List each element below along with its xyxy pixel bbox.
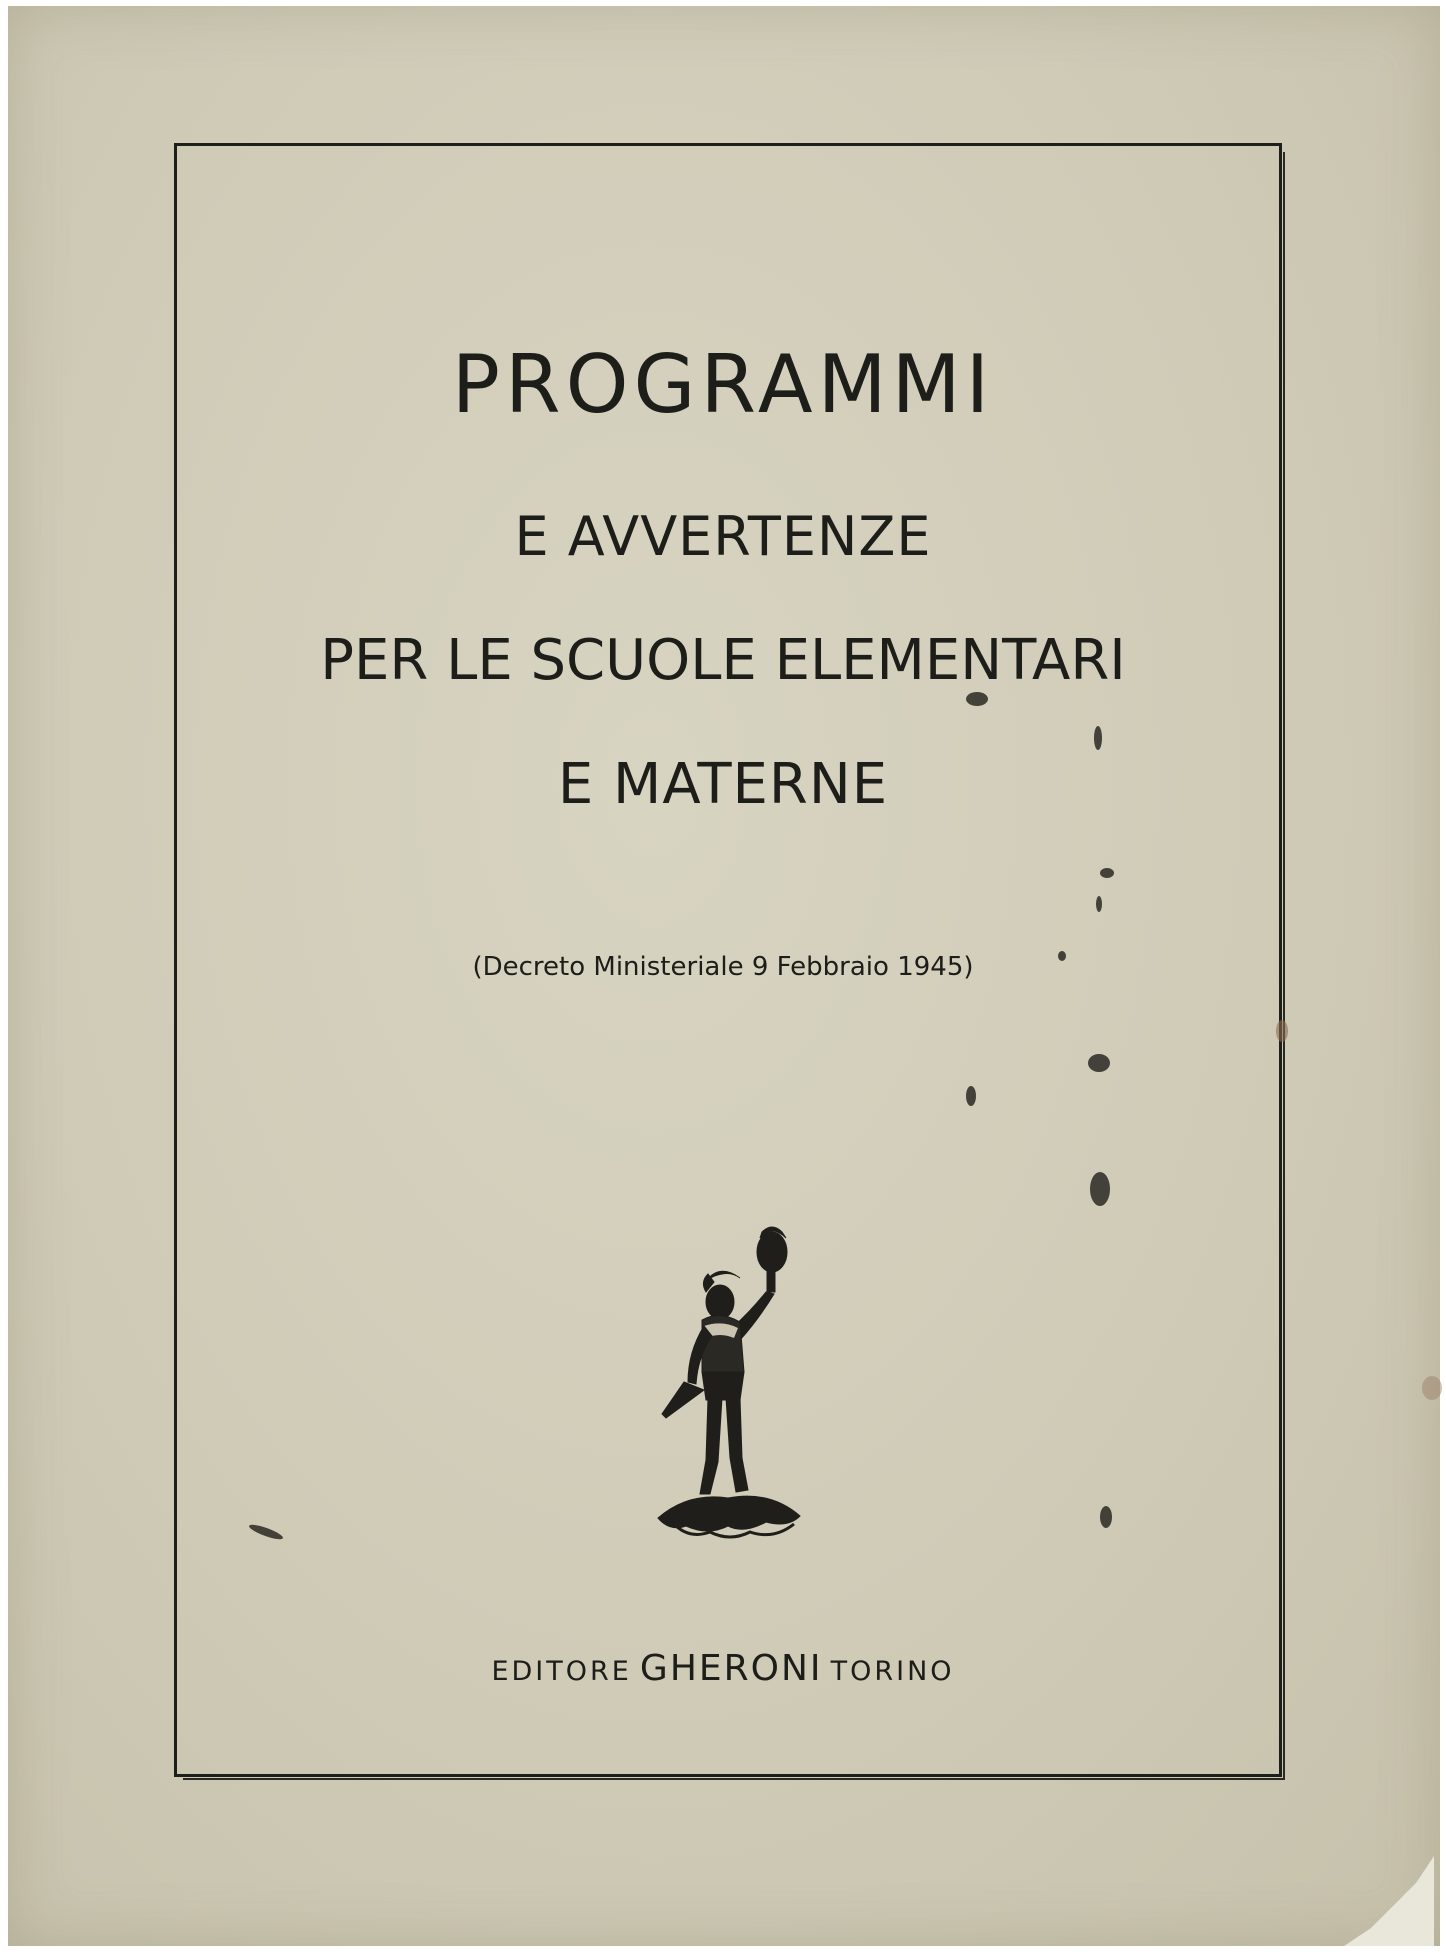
publisher-line	[0, 1648, 1446, 1689]
ink-stain	[966, 1086, 976, 1106]
wear-mark	[1422, 1376, 1442, 1400]
ink-stain	[1100, 1506, 1112, 1528]
subtitle-line-2: PER LE SCUOLE ELEMENTARI	[320, 628, 1126, 693]
ink-stain	[1090, 1172, 1110, 1206]
ink-stain	[1100, 868, 1114, 878]
page-title: PROGRAMMI	[451, 338, 995, 431]
decree-reference: (Decreto Ministeriale 9 Febbraio 1945)	[472, 952, 974, 982]
wear-mark	[1276, 1020, 1288, 1042]
subtitle-line-1: E AVVERTENZE	[514, 505, 932, 568]
publisher-name: GHERONI	[639, 1648, 823, 1689]
ink-stain	[1094, 726, 1102, 750]
ink-stain	[966, 692, 988, 706]
subtitle-line-3: E MATERNE	[557, 752, 889, 817]
torn-corner	[1344, 1856, 1434, 1946]
ink-stain	[1096, 896, 1102, 912]
publisher-city: TORINO	[830, 1656, 955, 1687]
ink-stain	[1088, 1054, 1110, 1072]
publisher-prefix: EDITORE	[491, 1656, 632, 1687]
perseus-statue-icon	[648, 1222, 808, 1542]
